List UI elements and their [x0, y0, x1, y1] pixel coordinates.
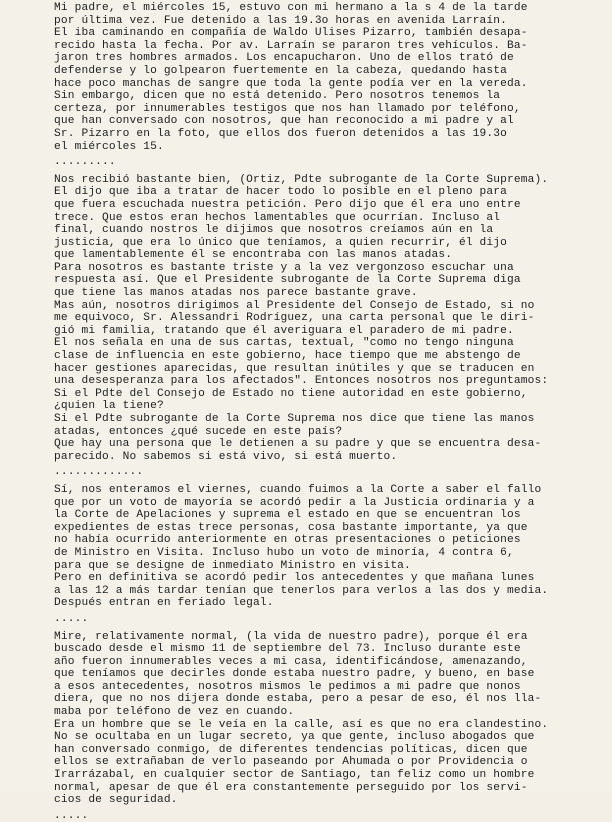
text-line: que fuera escuchada nuestra petición. Pero dijo que él era uno entre [54, 198, 521, 211]
text-line: trece. Que estos eran hechos lamentables que ocurrían. Incluso al [54, 211, 501, 224]
text-line: gió mi familia, tratando que él averiguara el paradero de mi padre. [54, 324, 514, 337]
paragraph [54, 174, 612, 464]
text-line: maba por teléfono de vez en cuando. [54, 706, 295, 719]
text-line: una desesperanza para los afectados". Entonces nosotros nos preguntamos: [54, 375, 549, 388]
text-line: a las 12 a más tardar tenían que tenerlos para verlos a las dos y media. [54, 584, 549, 597]
text-line: año fueron innumerables veces a mi casa, identificándose, amenazando, [54, 655, 528, 668]
text-line: respuesta así. Que el Presidente subrogante de la Corte Suprema diga [54, 274, 521, 287]
text-line: Para nosotros es bastante triste y a la vez vergonzoso escuchar una [54, 261, 514, 274]
text-line: Si el Pdte del Consejo de Estado no tiene autoridad en este gobierno, [54, 387, 528, 400]
text-line: que han conversado con nosotros, que han reconocido a mi padre y al [54, 115, 514, 128]
text-line: Que hay una persona que le detienen a su padre y que se encuentra desa- [54, 438, 542, 451]
text-line: me equivoco, Sr. Alessandri Rodríguez, una carta personal que le diri- [54, 312, 535, 325]
text-line: de Ministro en Visita. Incluso hubo un voto de minoría, 4 contra 6, [54, 546, 514, 559]
text-line: clase de influencia en este gobierno, hace tiempo que me abstengo de [54, 350, 521, 363]
text-line: cios de seguridad. [54, 794, 178, 807]
text-line: el miércoles 15. [54, 140, 164, 153]
text-line: parecido. No sabemos si está vivo, si está muerto. [54, 450, 398, 463]
text-line: defenderse y lo golpearon fuertemente en la cabeza, quedando hasta [54, 64, 507, 77]
text-line: hacer gestiones aparecidas, que resultan inútiles y que se traducen en [54, 362, 535, 375]
paragraph [54, 2, 612, 153]
text-line: Era un hombre que se le veía en la calle, así es que no era clandestino. [54, 718, 549, 731]
text-line: El iba caminando en compañía de Waldo Ulises Pizarro, también desapa- [54, 27, 528, 40]
text-line: Mire, relativamente normal, (la vida de nuestro padre), porque él era [54, 630, 528, 643]
text-line: Mi padre, el miércoles 15, estuvo con mi hermano a la s 4 de la tarde [54, 2, 528, 14]
text-line: ¿quien la tiene? [54, 400, 164, 413]
text-line: normal, apesar de que él era constantemente perseguido por los servi- [54, 781, 528, 794]
text-line: que tiene las manos atadas nos parece bastante grave. [54, 287, 418, 300]
text-line: no había ocurrido anteriormente en otras presentaciones o peticiones [54, 534, 521, 547]
text-line: diera, que no nos dijera donde estaba, pero a pesar de eso, él nos lla- [54, 693, 542, 706]
text-line: Sin embargo, dicen que no está detenido. Pero nosotros tenemos la [54, 90, 501, 103]
section-separator: ......... [54, 156, 116, 169]
text-line: El dijo que iba a tratar de hacer todo lo posible en el pleno para [54, 186, 507, 199]
text-line: recido hasta la fecha. Por av. Larraín se pararon tres vehículos. Ba- [54, 39, 528, 52]
text-line: Irarrázabal, en cualquier sector de Santiago, tan feliz como un hombre [54, 769, 535, 782]
text-line: Sr. Pizarro en la foto, que ellos dos fueron detenidos a las 19.3o [54, 127, 507, 140]
text-line: atadas, entonces ¿qué sucede en este país? [54, 425, 343, 438]
text-line: No se ocultaba en un lugar secreto, ya que gente, incluso abogados que [54, 731, 535, 744]
text-line: El nos señala en una de sus cartas, textual, "como no tengo ninguna [54, 337, 514, 350]
section-separator: ..... [54, 612, 89, 625]
text-line: Si el Pdte subrogante de la Corte Suprema nos dice que tiene las manos [54, 413, 535, 425]
text-line: que por un voto de mayoría se acordó pedir a la Justicia ordinaria y a [54, 496, 535, 509]
text-line: Nos recibió bastante bien, (Ortiz, Pdte subrogante de la Corte Suprema). [54, 173, 549, 186]
text-line: Después entran en feriado legal. [54, 597, 274, 610]
text-line: Pero en definitiva se acordó pedir los antecedentes y que mañana lunes [54, 572, 535, 585]
text-line: Sí, nos enteramos el viernes, cuando fuimos a la Corte a saber el fallo [54, 483, 542, 496]
text-line: que lamentablemente él se encontraba con las manos atadas. [54, 249, 453, 262]
text-line: hace poco manchas de sangre que toda la gente podía ver en la vereda. [54, 77, 528, 90]
text-line: a esos antecedentes, nosotros mismos le pedimos a mi padre que nonos [54, 680, 521, 693]
text-line: certeza, por innumerables testigos que nos han llamado por teléfono, [54, 102, 521, 115]
paragraph [54, 631, 612, 807]
document-body [54, 2, 612, 822]
section-separator: ............. [54, 466, 144, 479]
text-line: expedientes de estas trece personas, cosa bastante importante, ya que [54, 521, 528, 534]
section-separator: ..... [54, 809, 89, 822]
text-line: que teníamos que decirles donde estaba nuestro padre, y bueno, en base [54, 668, 535, 681]
text-line: final, cuando nostros le dijimos que nosotros creíamos aún en la [54, 224, 494, 237]
text-line: justicia, que era lo único que teníamos, a quien recurrir, él dijo [54, 236, 507, 249]
text-line: por última vez. Fue detenido a las 19.3o horas en avenida Larraín. [54, 14, 507, 27]
text-line: jaron tres hombres armados. Los encapucharon. Uno de ellos trató de [54, 52, 514, 65]
text-line: la Corte de Apelaciones y suprema el estado en que se encuentran los [54, 509, 521, 522]
text-line: Mas aún, nosotros dirigimos al Presidente del Consejo de Estado, si no [54, 299, 535, 312]
paragraph [54, 484, 612, 610]
text-line: han conversado conmigo, de diferentes tendencias políticas, dicen que [54, 743, 528, 756]
text-line: para que se designe de inmediato Ministro en visita. [54, 559, 411, 572]
text-line: buscado desde el mismo 11 de septiembre del 73. Incluso durante este [54, 643, 521, 656]
text-line: ellos se extrañaban de verlo paseando por Ahumada o por Providencia o [54, 756, 528, 769]
